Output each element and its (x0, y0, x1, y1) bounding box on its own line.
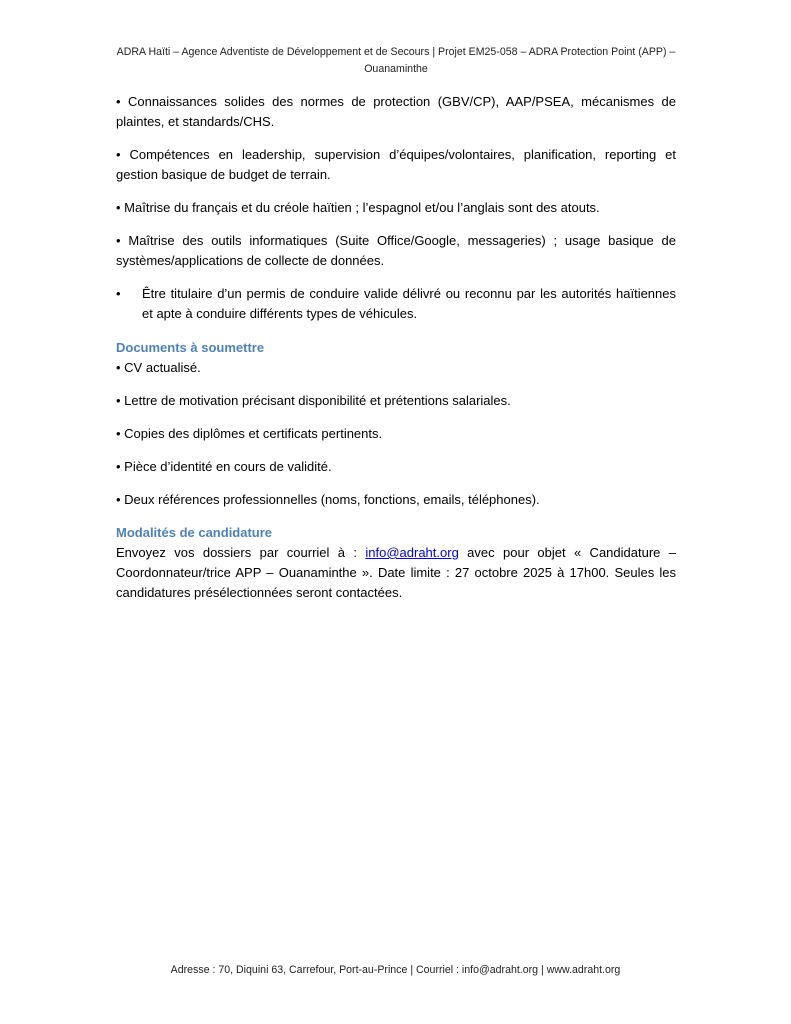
page-footer: Adresse : 70, Diquini 63, Carrefour, Port-au-Prince | Courriel : info@adraht.org | www.adraht.org (170, 964, 621, 976)
document-body (116, 92, 676, 616)
documents-heading: Documents à soumettre (116, 340, 265, 355)
email-link[interactable]: info@adraht.org (365, 545, 459, 560)
document-item: • Deux références professionnelles (noms, fonctions, emails, téléphones). (116, 492, 540, 507)
document-item: • Lettre de motivation précisant disponibilité et prétentions salariales. (116, 393, 511, 408)
application-heading: Modalités de candidature (116, 525, 273, 540)
qualification-item: • Maîtrise des outils informatiques (Suite Office/Google, messageries) ; usage basique de systèmes/applications de collecte de données. (116, 233, 676, 268)
qualification-item: • Compétences en leadership, supervision d’équipes/volontaires, planification, reporting et gestion basique de budget de terrain. (116, 147, 676, 182)
page-header (110, 44, 682, 78)
qualification-item: • Maîtrise du français et du créole haïtien ; l’espagnol et/ou l’anglais sont des atouts. (116, 200, 600, 215)
application-text-after: avec pour objet « Candidature – Coordonnateur/trice APP – Ouanaminthe ». Date limite : 27 octobre 2025 à 17h00. Seules les candidatures présélectionnées seront contactées. (116, 545, 676, 600)
header-line-1: ADRA Haïti – Agence Adventiste de Développement et de Secours | Projet EM25-058 – ADRA Protection Point (APP) – (116, 46, 676, 58)
document-item: • Pièce d’identité en cours de validité. (116, 459, 332, 474)
document-item: • Copies des diplômes et certificats pertinents. (116, 426, 383, 441)
application-text-before: Envoyez vos dossiers par courriel à : (116, 545, 366, 560)
document-item: • CV actualisé. (116, 360, 201, 375)
license-requirement-item (116, 284, 676, 324)
application-paragraph (116, 543, 676, 603)
qualification-item: • Connaissances solides des normes de protection (GBV/CP), AAP/PSEA, mécanismes de plaintes, et standards/CHS. (116, 94, 676, 129)
license-requirement-text: Être titulaire d’un permis de conduire valide délivré ou reconnu par les autorités haïtiennes et apte à conduire différents types de véhicules. (142, 286, 676, 321)
bullet-icon: • (116, 286, 121, 301)
header-line-2: Ouanaminthe (364, 63, 428, 75)
